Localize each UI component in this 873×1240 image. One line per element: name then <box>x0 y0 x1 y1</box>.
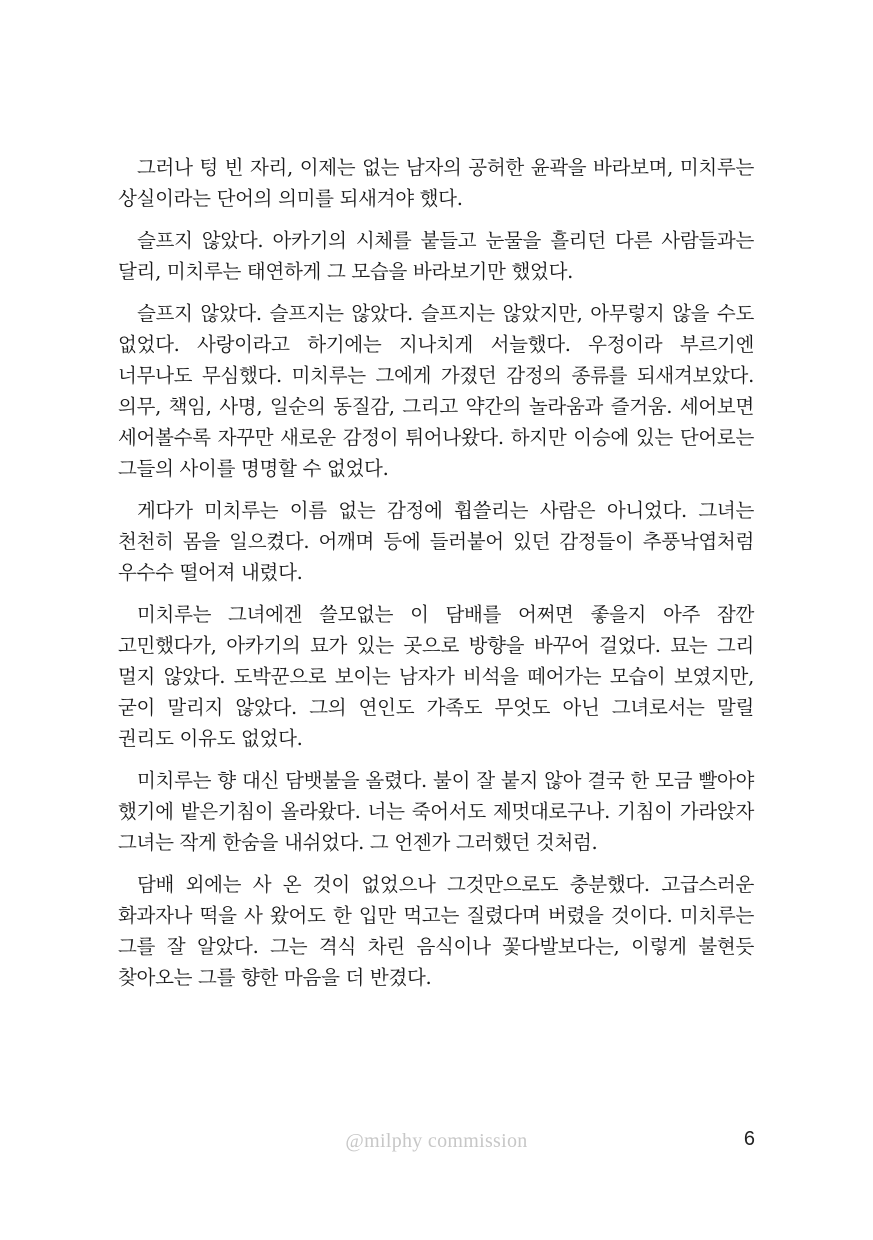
page-number: 6 <box>743 1128 755 1150</box>
paragraph-5: 미치루는 그녀에겐 쓸모없는 이 담배를 어쩌면 좋을지 아주 잠깐 고민했다가, 아카기의 묘가 있는 곳으로 방향을 바꾸어 걸었다. 묘는 그리 멀지 않았다. 도박꾼으로 보이는 남자가 비석을 떼어가는 모습이 보였지만, 굳이 말리지 않았다. 그의 연인도 가족도 무엇도 아닌 그녀로서는 말릴 권리도 이유도 없었다. <box>118 603 754 750</box>
page-body <box>118 152 754 1004</box>
paragraph-3: 슬프지 않았다. 슬프지는 않았다. 슬프지는 않았지만, 아무렇지 않을 수도 없었다. 사랑이라고 하기에는 지나치게 서늘했다. 우정이라 부르기엔 너무나도 무심했다. 미치루는 그에게 가졌던 감정의 종류를 되새겨보았다. 의무, 책임, 사명, 일순의 동질감, 그리고 약간의 놀라움과 즐거움. 세어보면 세어볼수록 자꾸만 새로운 감정이 튀어나왔다. 하지만 이승에 있는 단어로는 그들의 사이를 명명할 수 없었다. <box>118 302 754 480</box>
paragraph-7: 담배 외에는 사 온 것이 없었으나 그것만으로도 충분했다. 고급스러운 화과자나 떡을 사 왔어도 한 입만 먹고는 질렸다며 버렸을 것이다. 미치루는 그를 잘 알았다. 그는 격식 차린 음식이나 꽃다발보다는, 이렇게 불현듯 찾아오는 그를 향한 마음을 더 반겼다. <box>118 873 754 989</box>
paragraph-4: 게다가 미치루는 이름 없는 감정에 휩쓸리는 사람은 아니었다. 그녀는 천천히 몸을 일으켰다. 어깨며 등에 들러붙어 있던 감정들이 추풍낙엽처럼 우수수 떨어져 내렸다. <box>118 499 754 584</box>
paragraph-2: 슬프지 않았다. 아카기의 시체를 붙들고 눈물을 흘리던 다른 사람들과는 달리, 미치루는 태연하게 그 모습을 바라보기만 했었다. <box>118 229 754 283</box>
paragraph-1: 그러나 텅 빈 자리, 이제는 없는 남자의 공허한 윤곽을 바라보며, 미치루는 상실이라는 단어의 의미를 되새겨야 했다. <box>118 156 754 210</box>
paragraph-6: 미치루는 향 대신 담뱃불을 올렸다. 불이 잘 붙지 않아 결국 한 모금 빨아야 했기에 밭은기침이 올라왔다. 너는 죽어서도 제멋대로구나. 기침이 가라앉자 그녀는 작게 한숨을 내쉬었다. 그 언젠가 그러했던 것처럼. <box>118 769 754 854</box>
footer-credit-watermark: @milphy commission <box>345 1130 528 1152</box>
